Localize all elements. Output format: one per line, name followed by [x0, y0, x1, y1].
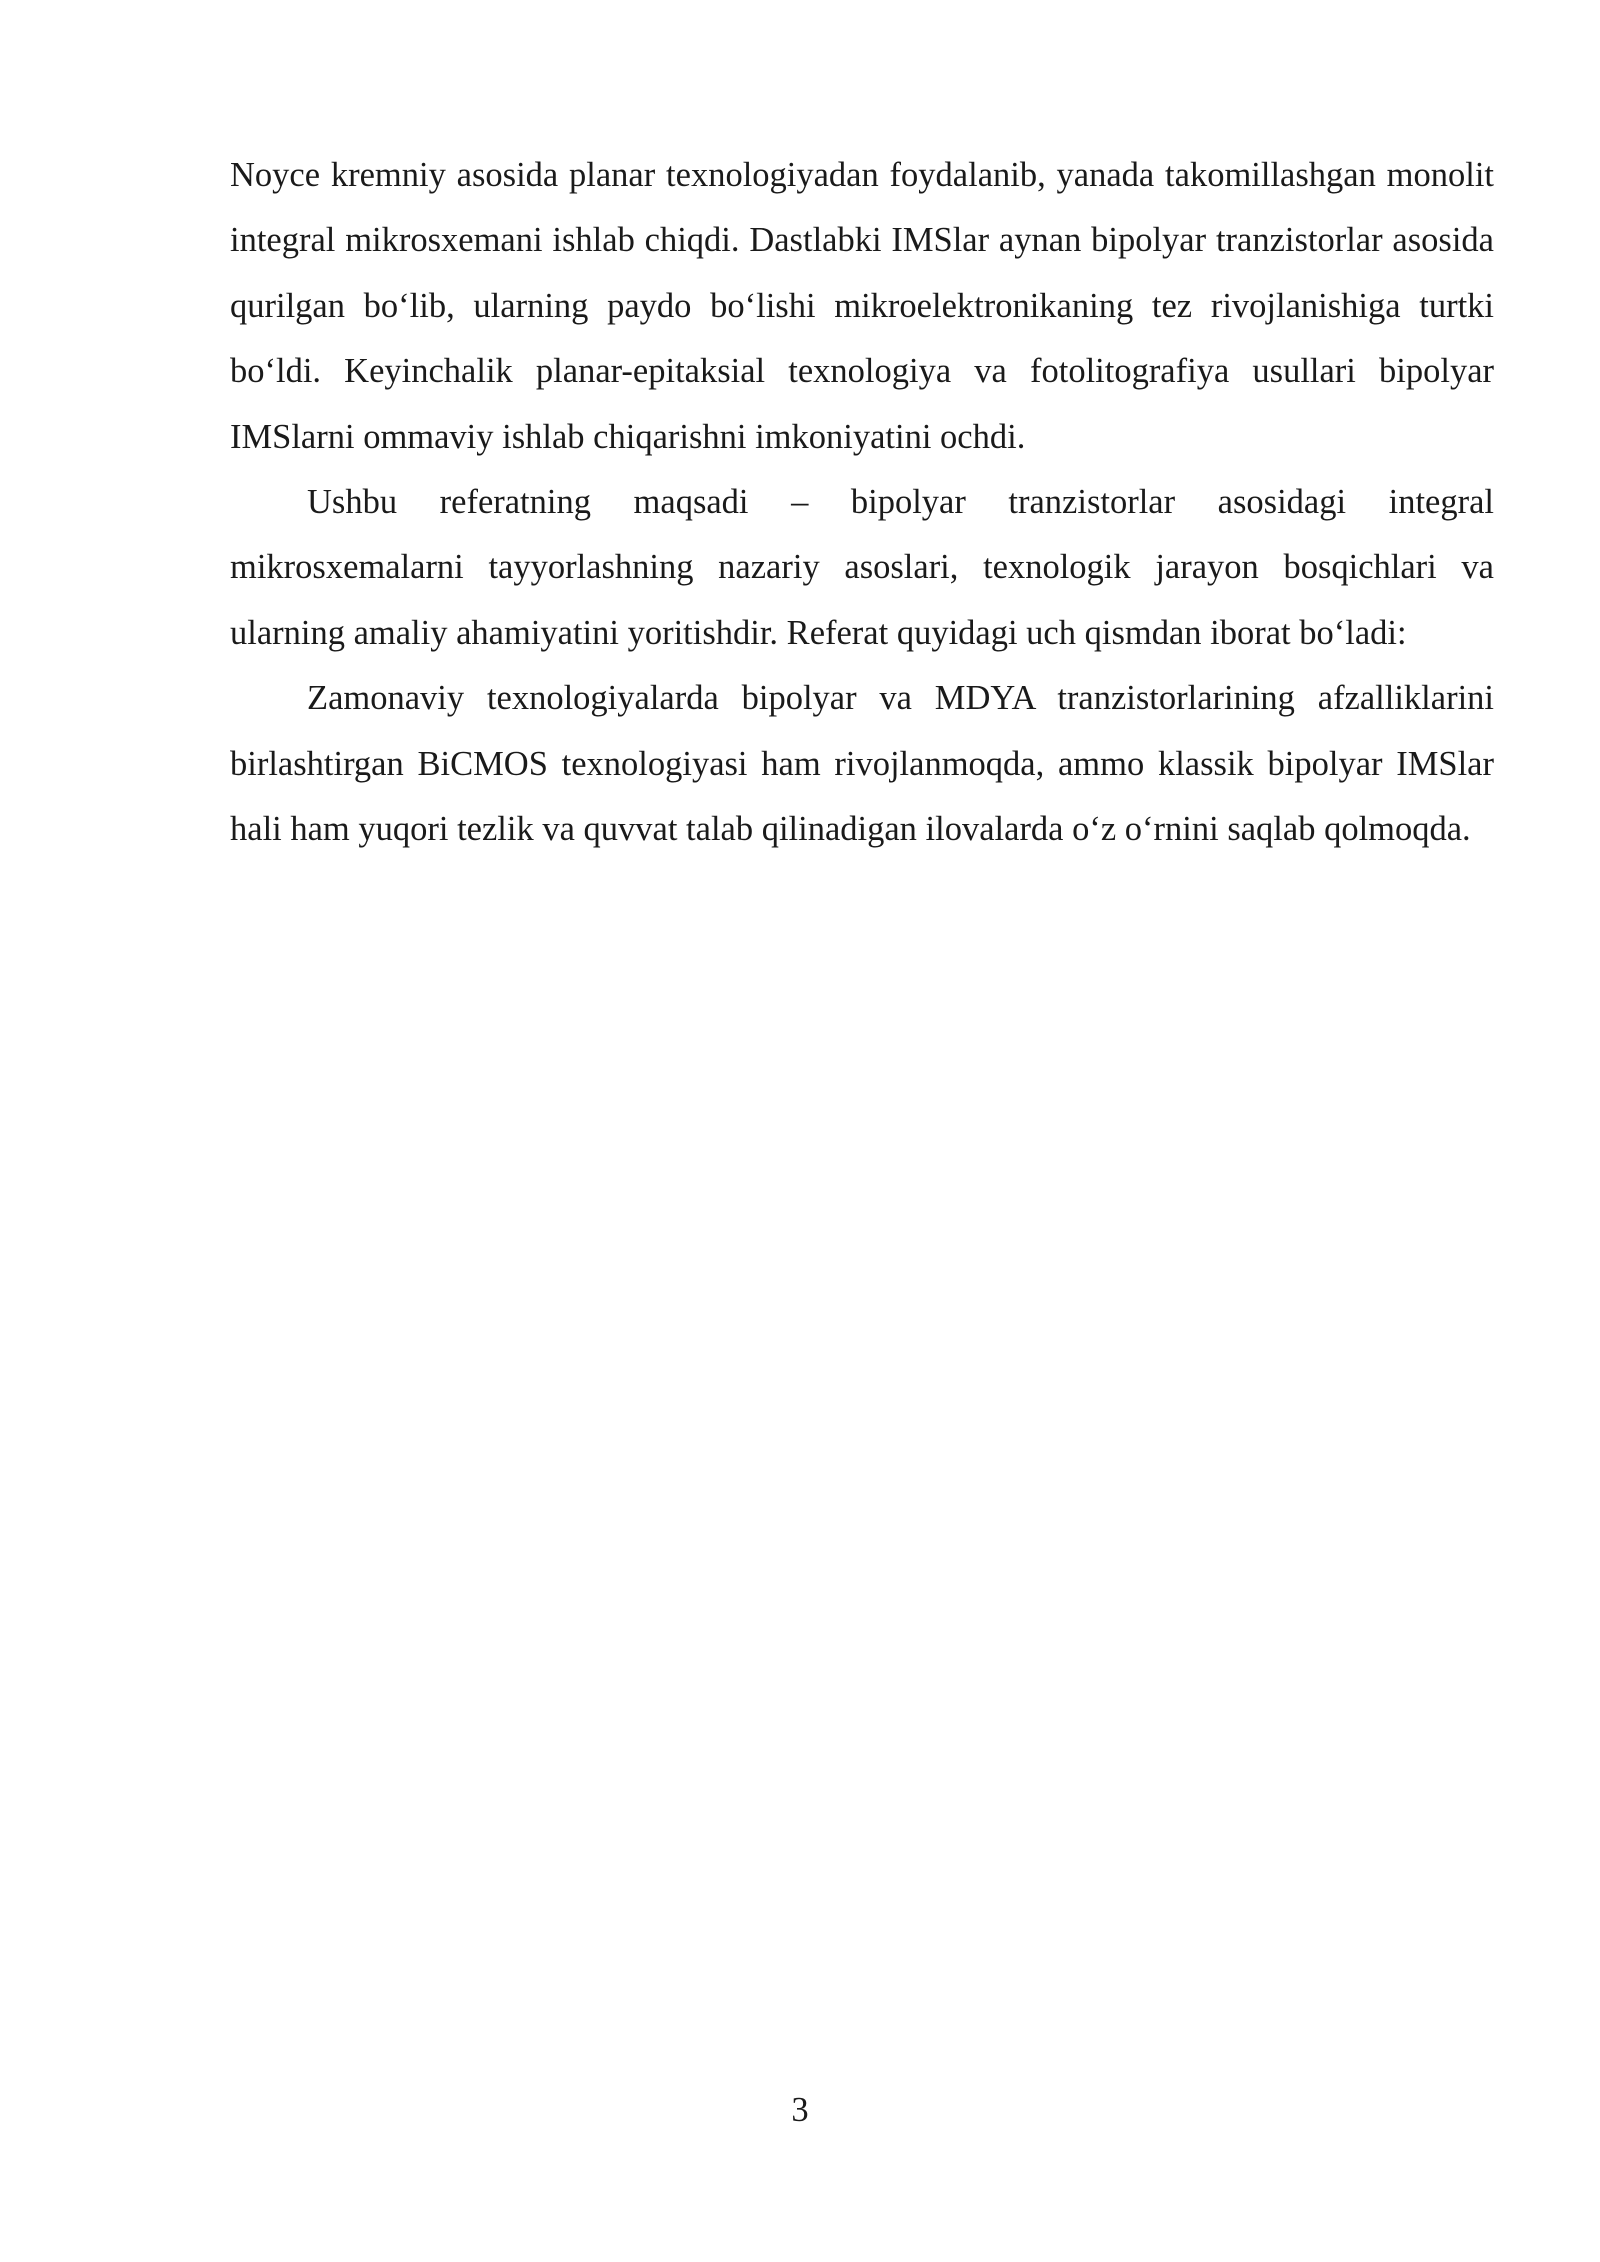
body-text — [230, 143, 1494, 862]
paragraph-modern-technologies: Zamonaviy texnologiyalarda bipolyar va MDYA tranzistorlarining afzalliklarini birlashtirgan BiCMOS texnologiyasi ham rivojlanmoqda, ammo klassik bipolyar IMSlar hali ham yuqori tezlik va quvvat talab qilinadigan ilovalarda o‘z o‘rnini saqlab qolmoqda. — [230, 679, 1494, 849]
paragraph-intro: Noyce kremniy asosida planar texnologiyadan foydalanib, yanada takomillashgan monolit integral mikrosxemani ishlab chiqdi. Dastlabki IMSlar aynan bipolyar tranzistorlar asosida qurilgan bo‘lib, ularning paydo bo‘lishi mikroelektronikaning tez rivojlanishiga turtki bo‘ldi. Keyinchalik planar-epitaksial texnologiya va fotolitografiya usullari bipolyar IMSlarni ommaviy ishlab chiqarishni imkoniyatini ochdi. — [230, 156, 1494, 456]
page-number: 3 — [791, 2091, 809, 2129]
paragraph-purpose: Ushbu referatning maqsadi – bipolyar tranzistorlar asosidagi integral mikrosxemalarni tayyorlashning nazariy asoslari, texnologik jarayon bosqichlari va ularning amaliy ahamiyatini yoritishdir. Referat quyidagi uch qismdan iborat bo‘ladi: — [230, 483, 1494, 652]
